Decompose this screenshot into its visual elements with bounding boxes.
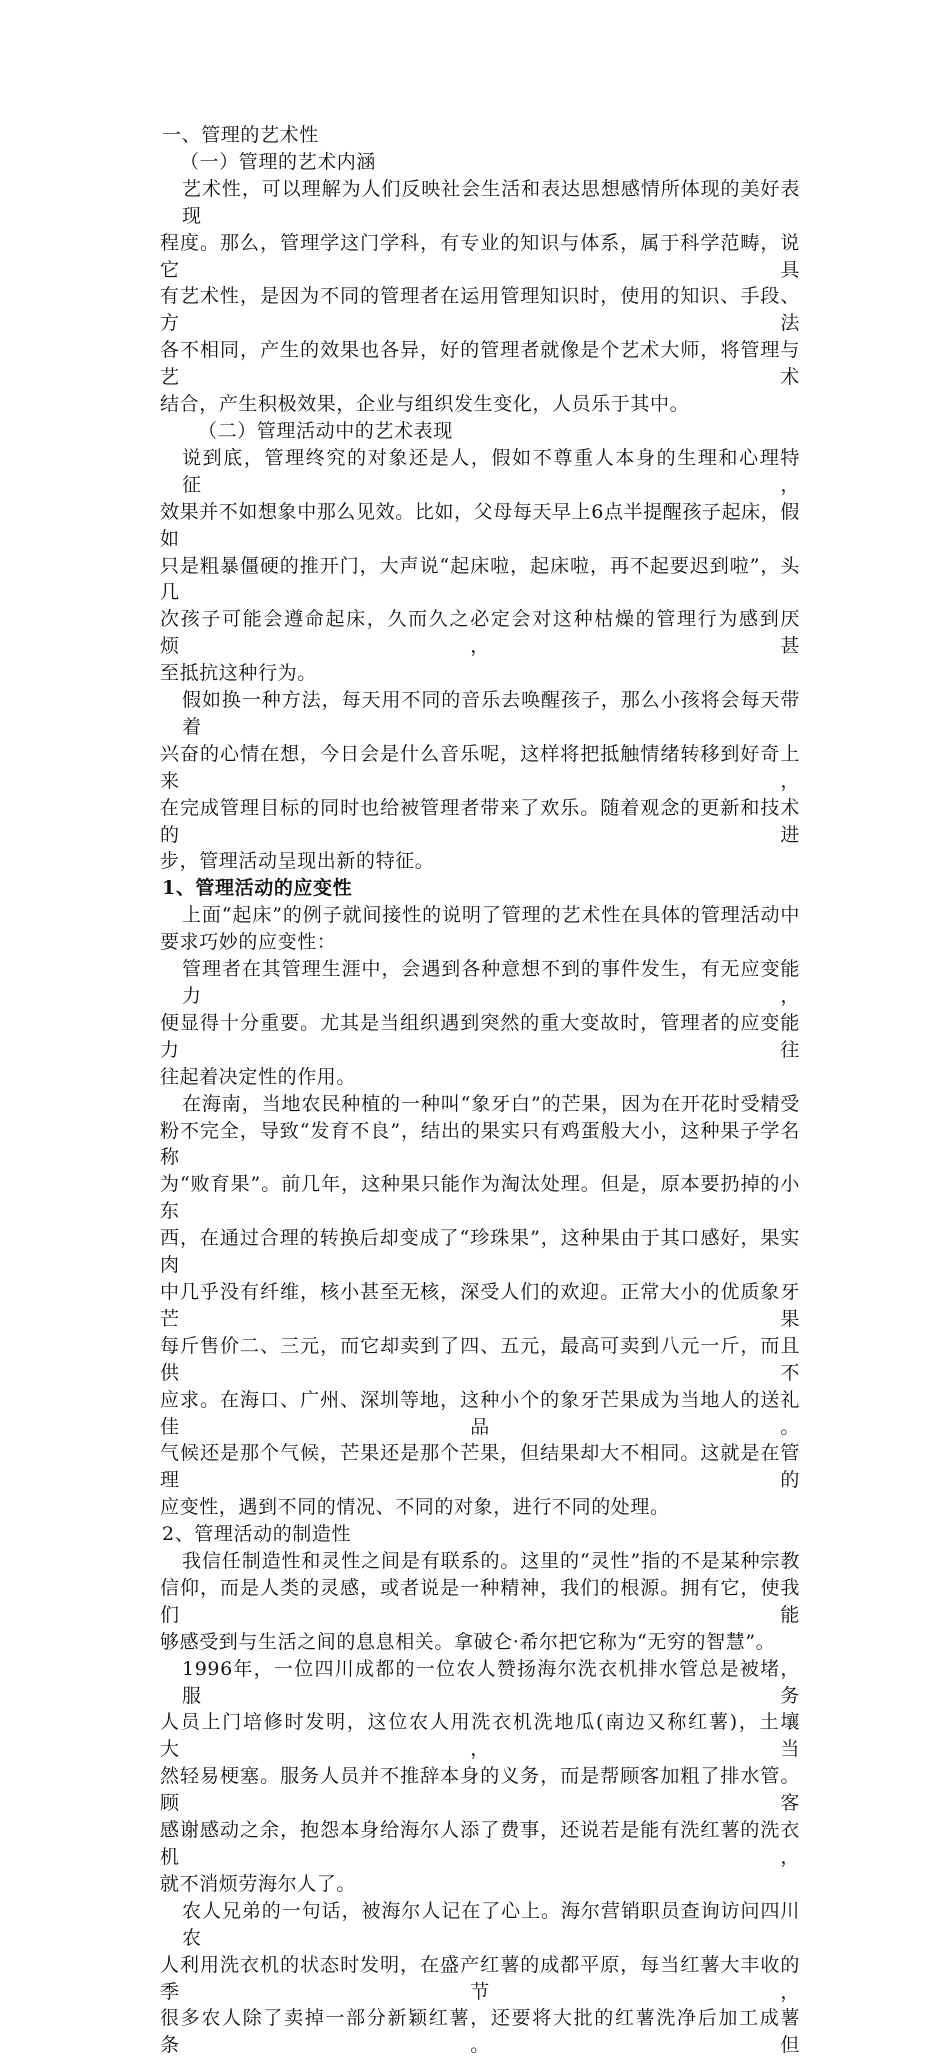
paragraph-line: 程度。那么，管理学这门学科，有专业的知识与体系，属于科学范畴，说它具 bbox=[160, 231, 800, 281]
paragraph-line: 应求。在海口、广州、深圳等地，这种小个的象牙芒果成为当地人的送礼佳品。 bbox=[160, 1388, 800, 1438]
subsection-heading: （一）管理的艺术内涵 bbox=[180, 150, 377, 173]
document-page bbox=[160, 122, 800, 2059]
paragraph-line: 各不相同，产生的效果也各异，好的管理者就像是个艺术大师，将管理与艺术 bbox=[160, 339, 800, 389]
paragraph-line: 够感受到与生活之间的息息相关。拿破仑·希尔把它称为“无穷的智慧”。 bbox=[160, 1630, 776, 1653]
paragraph-line: 很多农人除了卖掉一部分新颖红薯，还要将大批的红薯洗净后加工成薯条。但 bbox=[160, 2007, 800, 2057]
section-heading: 一、管理的艺术性 bbox=[162, 124, 319, 146]
paragraph-line: 就不消烦劳海尔人了。 bbox=[160, 1872, 357, 1895]
paragraph-line: 感谢感动之余，抱怨本身给海尔人添了费事，还说若是能有洗红薯的洗衣机， bbox=[160, 1819, 800, 1868]
paragraph-line: 气候还是那个气候，芒果还是那个芒果，但结果却大不相同。这就是在管理的 bbox=[160, 1442, 800, 1492]
numbered-heading: 2、管理活动的制造性 bbox=[162, 1523, 352, 1546]
paragraph-line: 步，管理活动呈现出新的特征。 bbox=[160, 850, 435, 873]
paragraph-line: 为“败育果”。前几年，这种果只能作为淘汰处理。但是，原本要扔掉的小东 bbox=[160, 1173, 800, 1223]
paragraph-line: 人利用洗衣机的状态时发明，在盛产红薯的成都平原，每当红薯大丰收的季节， bbox=[160, 1953, 800, 2003]
paragraph-line: 结合，产生积极效果，企业与组织发生变化，人员乐于其中。 bbox=[160, 393, 690, 416]
paragraph-line: 说到底，管理终究的对象还是人，假如不尊重人本身的生理和心理特征， bbox=[182, 446, 800, 496]
paragraph-line: 西，在通过合理的转换后却变成了“珍珠果”，这种果由于其口感好，果实肉 bbox=[160, 1227, 800, 1277]
paragraph-line: 信仰，而是人类的灵感，或者说是一种精神，我们的根源。拥有它，使我们能 bbox=[160, 1576, 800, 1626]
paragraph-line: 人员上门培修时发明，这位农人用洗衣机洗地瓜(南边又称红薯)，土壤大，当 bbox=[160, 1711, 800, 1761]
paragraph-line: 粉不完全，导致“发育不良”，结出的果实只有鸡蛋般大小，这种果子学名称 bbox=[160, 1119, 800, 1169]
paragraph-line: 兴奋的心情在想，今日会是什么音乐呢，这样将把抵触情绪转移到好奇上来， bbox=[160, 742, 800, 792]
paragraph-line: 次孩子可能会遵命起床，久而久之必定会对这种枯燥的管理行为感到厌烦，甚 bbox=[160, 608, 800, 658]
numbered-heading: 1、管理活动的应变性 bbox=[162, 877, 353, 900]
paragraph-line: 至抵抗这种行为。 bbox=[160, 662, 317, 685]
paragraph-line: 假如换一种方法，每天用不同的音乐去唤醒孩子，那么小孩将会每天带着 bbox=[182, 689, 800, 738]
paragraph-line: 每斤售价二、三元，而它却卖到了四、五元，最高可卖到八元一斤，而且供不 bbox=[160, 1334, 800, 1384]
subsection-heading: （二）管理活动中的艺术表现 bbox=[198, 419, 453, 442]
paragraph-line: 应变性，遇到不同的情况、不同的对象，进行不同的处理。 bbox=[160, 1496, 670, 1519]
paragraph-line: 我信任制造性和灵性之间是有联系的。这里的“灵性”指的不是某种宗教 bbox=[182, 1550, 800, 1573]
paragraph-line: 艺术性，可以理解为人们反映社会生活和表达思想感情所体现的美好表现 bbox=[182, 177, 800, 227]
paragraph-line: 有艺术性，是因为不同的管理者在运用管理知识时，使用的知识、手段、方法 bbox=[160, 285, 800, 335]
paragraph-line: 在完成管理目标的同时也给被管理者带来了欢乐。随着观念的更新和技术的进 bbox=[160, 796, 800, 846]
paragraph-line: 1996年，一位四川成都的一位农人赞扬海尔洗衣机排水管总是被堵，服务 bbox=[182, 1657, 800, 1707]
paragraph-line: 上面“起床”的例子就间接性的说明了管理的艺术性在具体的管理活动中 bbox=[182, 904, 800, 927]
paragraph-line: 然轻易梗塞。服务人员并不推辞本身的义务，而是帮顾客加粗了排水管。顾客 bbox=[160, 1765, 800, 1815]
paragraph-line: 在海南，当地农民种植的一种叫“象牙白”的芒果，因为在开花时受精受 bbox=[182, 1092, 800, 1115]
paragraph-line: 效果并不如想象中那么见效。比如，父母每天早上6点半提醒孩子起床，假如 bbox=[160, 500, 800, 550]
paragraph-line: 农人兄弟的一句话，被海尔人记在了心上。海尔营销职员查询访问四川农 bbox=[182, 1899, 800, 1949]
paragraph-line: 中几乎没有纤维，核小甚至无核，深受人们的欢迎。正常大小的优质象牙芒果 bbox=[160, 1280, 800, 1330]
paragraph-line: 管理者在其管理生涯中，会遇到各种意想不到的事件发生，有无应变能力， bbox=[182, 958, 800, 1007]
paragraph-line: 只是粗暴僵硬的推开门，大声说“起床啦，起床啦，再不起要迟到啦”，头几 bbox=[160, 554, 800, 604]
paragraph-line: 要求巧妙的应变性： bbox=[160, 931, 337, 954]
paragraph-line: 往起着决定性的作用。 bbox=[160, 1065, 357, 1088]
paragraph-line: 便显得十分重要。尤其是当组织遇到突然的重大变故时，管理者的应变能力往 bbox=[160, 1011, 800, 1061]
